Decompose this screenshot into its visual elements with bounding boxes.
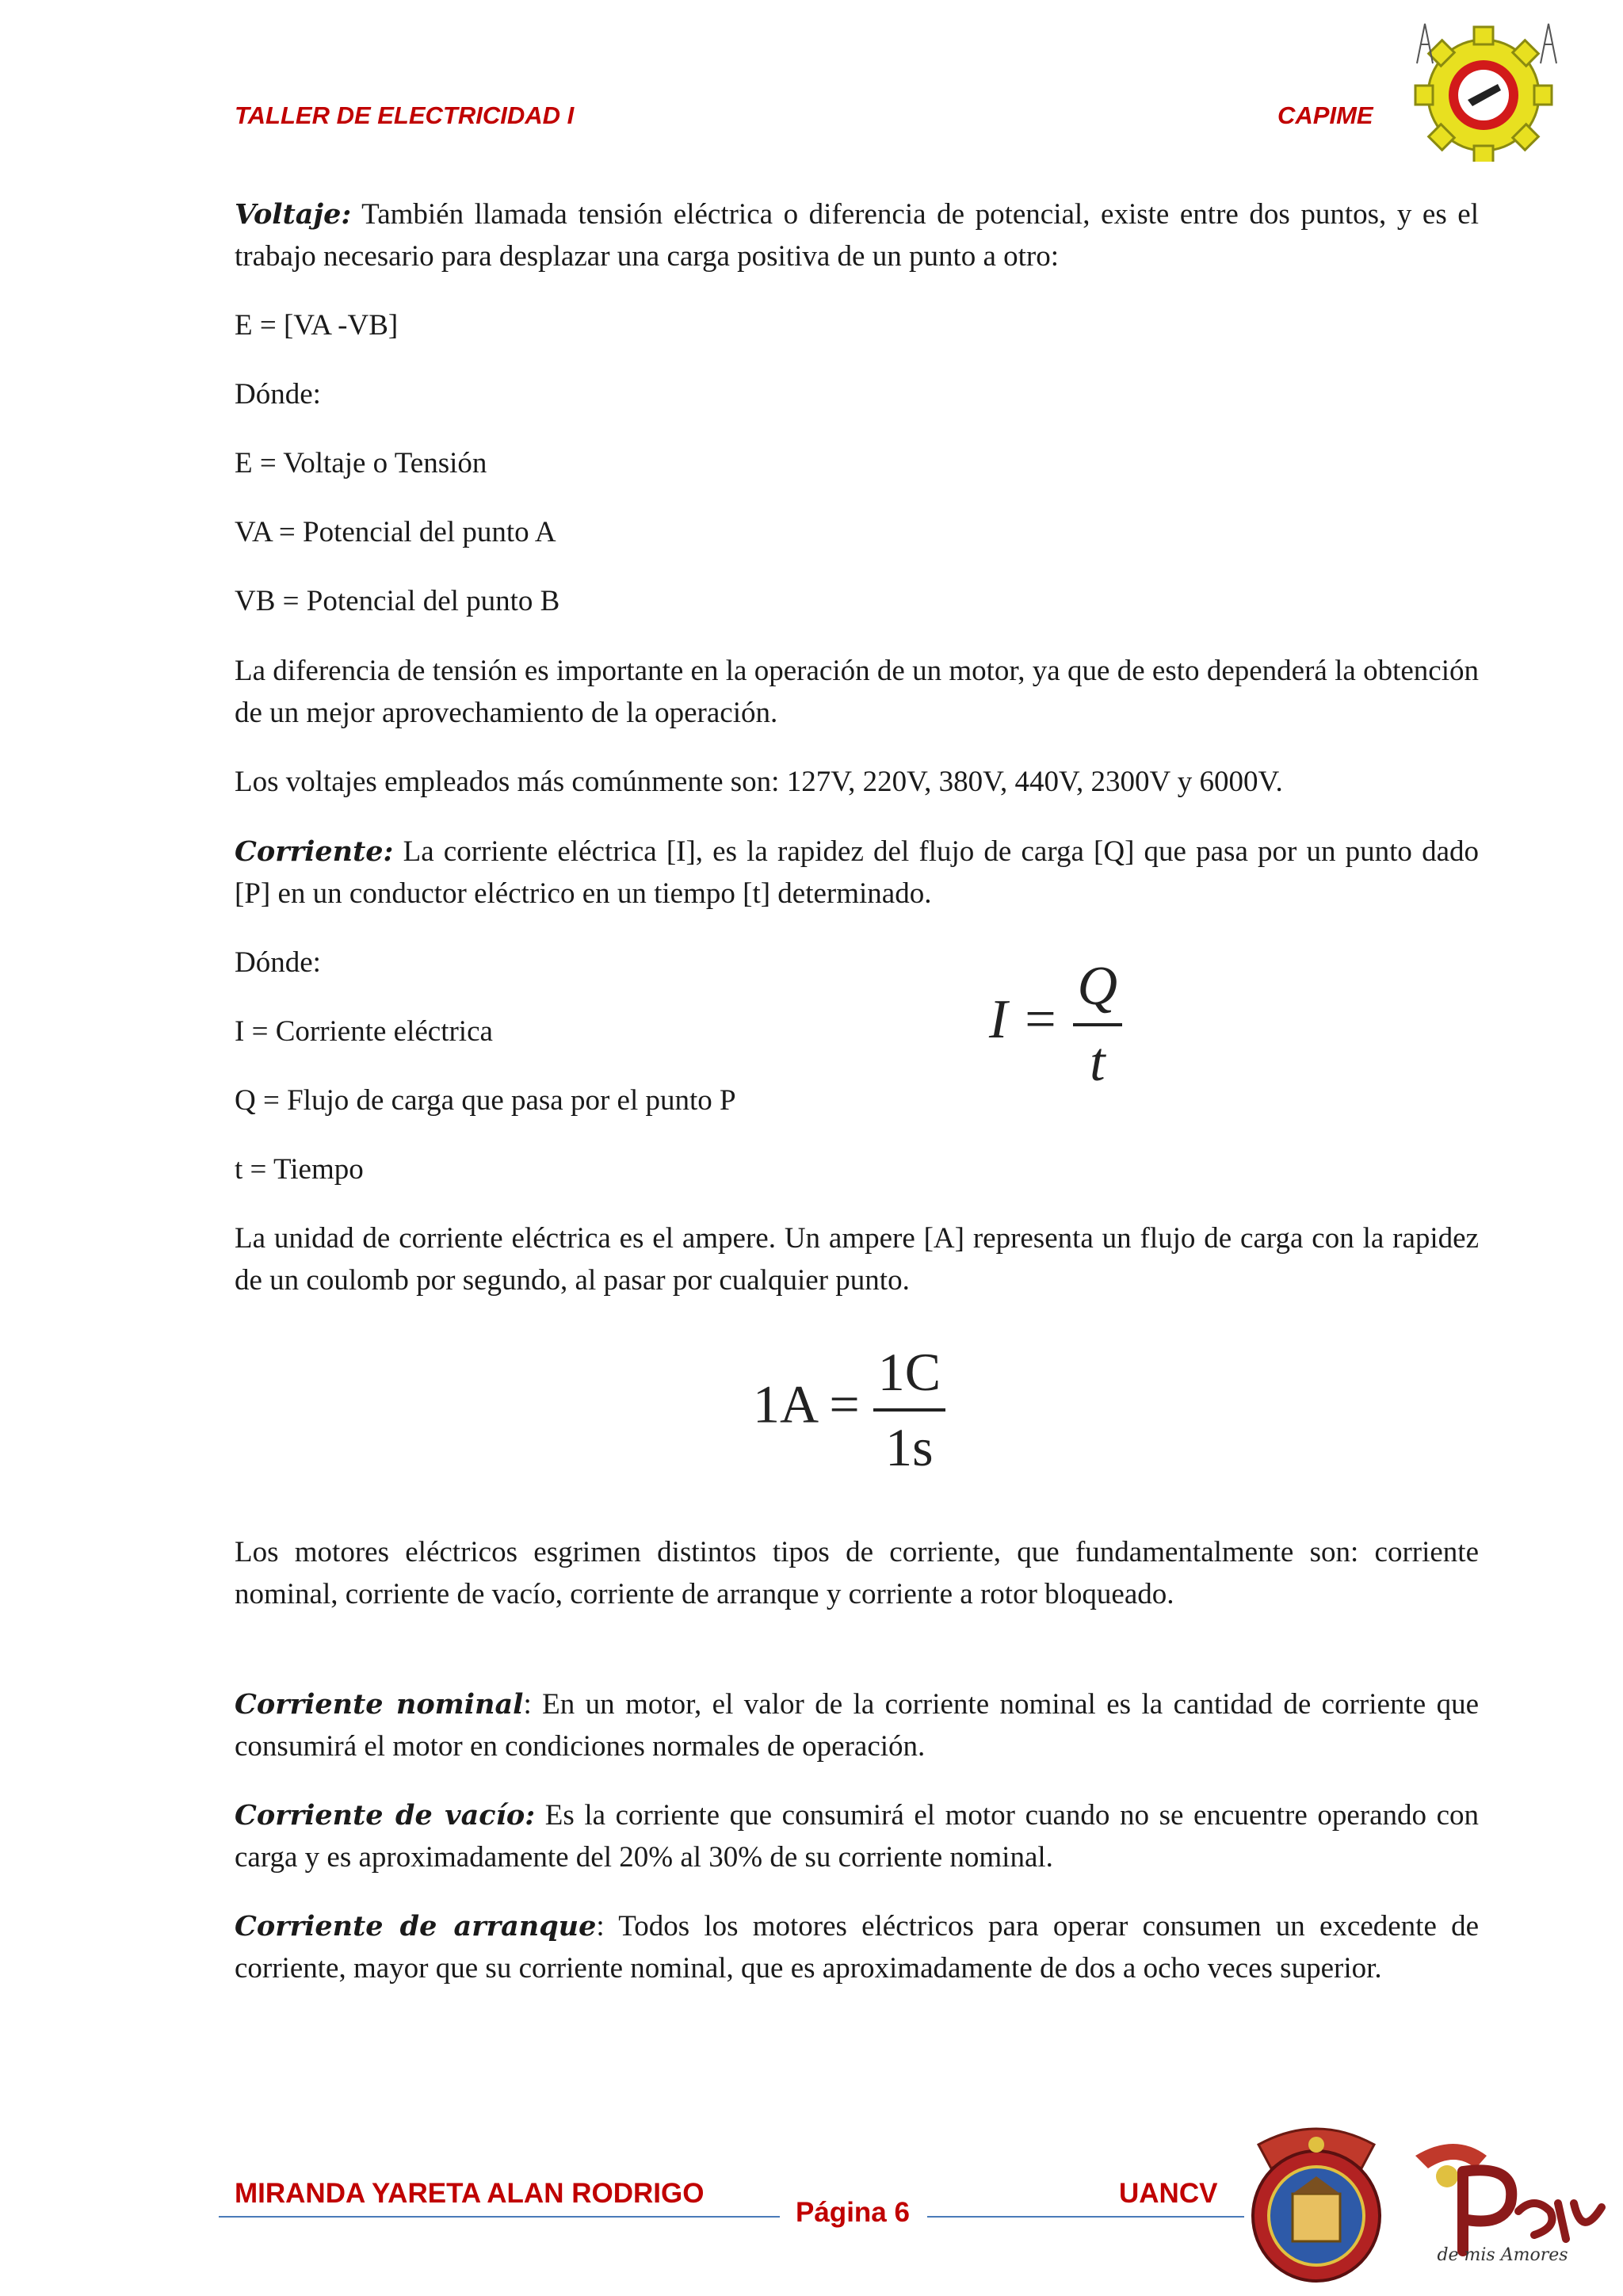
footer-rule-left [219, 2216, 780, 2218]
formula-current-lhs: I = [989, 989, 1060, 1051]
formula-ampere-fraction [873, 1341, 945, 1479]
uancv-seal-logo [1243, 2121, 1390, 2284]
diferencia-paragraph: La diferencia de tensión es importante en la operación de un motor, ya que de esto dependerá la obtención de un mejor aprovechamiento de la operación. [235, 655, 1479, 729]
arranque-paragraph [235, 1905, 1479, 1989]
vacio-term: Corriente de vacío: [235, 1799, 536, 1832]
motores-paragraph: Los motores eléctricos esgrimen distintos tipos de corriente, que fundamentalmente son: corriente nominal, corriente de vacío, corriente de arranque y corriente a rotor bloqueado. [235, 1536, 1479, 1610]
formula-current-fraction [1073, 955, 1123, 1095]
formula-ampere-denominator: 1s [885, 1417, 934, 1477]
donde-label-2: Dónde: [235, 946, 321, 979]
definition-i: I = Corriente eléctrica [235, 1015, 493, 1048]
unidad-paragraph: La unidad de corriente eléctrica es el ampere. Un ampere [A] representa un flujo de carga con la rapidez de un coulomb por segundo, al pasar por cualquier punto. [235, 1222, 1479, 1297]
definition-e: E = Voltaje o Tensión [235, 447, 487, 479]
nominal-term: Corriente nominal [235, 1688, 524, 1721]
formula-current-numerator: Q [1073, 955, 1123, 1026]
equation-e: E = [VA -VB] [235, 309, 399, 342]
nominal-paragraph [235, 1683, 1479, 1767]
formula-current [989, 955, 1122, 1095]
definition-q: Q = Flujo de carga que pasa por el punto P [235, 1084, 736, 1117]
voltaje-term: Voltaje: [235, 198, 352, 231]
voltaje-paragraph [235, 193, 1479, 277]
donde-label-1: Dónde: [235, 378, 321, 411]
formula-ampere-numerator: 1C [873, 1341, 945, 1412]
definition-va: VA = Potencial del punto A [235, 516, 556, 548]
footer-page-number: Página 6 [796, 2197, 910, 2228]
corriente-paragraph [235, 831, 1479, 915]
vacio-definition: Es la corriente que consumirá el motor cuando no se encuentre operando con carga y es aproximadamente del 20% al 30% de su corriente nominal. [235, 1799, 1479, 1874]
header-left-title: TALLER DE ELECTRICIDAD I [235, 101, 575, 129]
arranque-definition: : Todos los motores eléctricos para operar consumen un excedente de corriente, mayor que su corriente nominal, que es aproximadamente de dos a ocho veces superior. [235, 1910, 1479, 1985]
footer-author: MIRANDA YARETA ALAN RODRIGO [235, 2178, 705, 2209]
formula-current-denominator: t [1090, 1032, 1106, 1093]
arranque-term: Corriente de arranque [235, 1910, 597, 1943]
voltaje-definition: También llamada tensión eléctrica o diferencia de potencial, existe entre dos puntos, y es el trabajo necesario para desplazar una carga positiva de un punto a otro: [235, 198, 1479, 273]
header-right-title: CAPIME [1277, 101, 1373, 129]
corriente-term: Corriente: [235, 835, 394, 868]
definition-t: t = Tiempo [235, 1153, 364, 1186]
corriente-definition: La corriente eléctrica [I], es la rapidez del flujo de carga [Q] que pasa por un punto dado [P] en un conductor eléctrico en un tiempo [t] determinado. [235, 835, 1479, 910]
formula-ampere [753, 1341, 945, 1479]
formula-ampere-lhs: 1A = [753, 1373, 860, 1435]
definition-vb: VB = Potencial del punto B [235, 585, 560, 617]
voltajes-paragraph: Los voltajes empleados más comúnmente son: 127V, 220V, 380V, 440V, 2300V y 6000V. [235, 766, 1283, 798]
nominal-definition: : En un motor, el valor de la corriente nominal es la cantidad de corriente que consumirá el motor en condiciones normales de operación. [235, 1688, 1479, 1763]
peru-de-mis-amores-logo [1400, 2132, 1613, 2267]
peru-logo-text: de mis Amores [1437, 2245, 1568, 2265]
footer-institution: UANCV [1119, 2178, 1218, 2209]
footer-rule-right [927, 2216, 1244, 2218]
vacio-paragraph [235, 1794, 1479, 1878]
capime-gear-logo [1401, 16, 1569, 162]
